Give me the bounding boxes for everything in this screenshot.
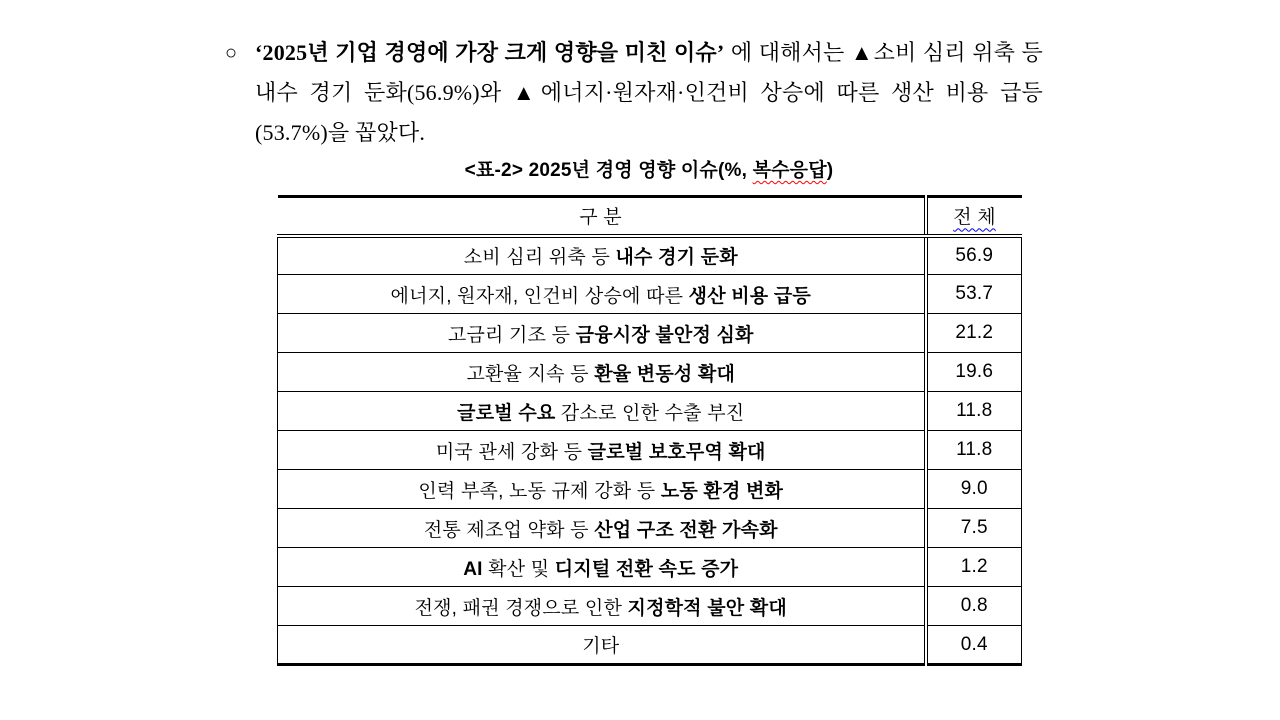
- issue-text-segment: 노동 환경 변화: [660, 480, 784, 502]
- value-cell: 1.2: [926, 548, 1022, 587]
- table-row: [278, 509, 1022, 548]
- table-row: [278, 236, 1022, 275]
- issue-text-segment: 기타: [582, 636, 620, 657]
- table-row: [278, 548, 1022, 587]
- table-row: [278, 275, 1022, 314]
- paragraph-text: [255, 33, 1043, 153]
- table-title-suffix: ): [826, 160, 834, 181]
- issue-text-segment: 산업 구조 전환 가속화: [594, 519, 778, 541]
- issue-cell: [278, 275, 926, 314]
- value-cell: 7.5: [926, 509, 1022, 548]
- issue-text-segment: 소비 심리 위축 등: [463, 247, 616, 269]
- issue-text-segment: 확산 및: [482, 558, 555, 580]
- issue-cell: [278, 470, 926, 509]
- issue-text-segment: 내수 경기 둔화: [615, 247, 738, 269]
- issue-text-segment: 인력 부족, 노동 규제 강화 등: [418, 480, 661, 502]
- bullet-circle-icon: ○: [225, 42, 238, 64]
- column-header-total: [926, 197, 1022, 236]
- issue-cell: [278, 314, 926, 353]
- table-title-spellcheck-word: 복수응답: [752, 160, 827, 181]
- issue-cell: [278, 626, 926, 665]
- value-cell: 11.8: [926, 392, 1022, 431]
- value-cell: 0.4: [926, 626, 1022, 665]
- value-cell: 53.7: [926, 275, 1022, 314]
- table-row: [278, 470, 1022, 509]
- summary-paragraph: [225, 33, 1043, 153]
- paragraph-segment: ‘2025년 기업 경영에 가장 크게 영향을 미친 이슈’: [255, 40, 725, 65]
- table-row: [278, 431, 1022, 470]
- table-row: [278, 587, 1022, 626]
- table-row: [278, 353, 1022, 392]
- table-row: [278, 314, 1022, 353]
- issue-cell: [278, 509, 926, 548]
- issue-cell: [278, 548, 926, 587]
- issues-table: [277, 195, 1022, 666]
- issue-cell: [278, 587, 926, 626]
- issue-text-segment: 에너지, 원자재, 인건비 상승에 따른: [390, 285, 689, 307]
- value-cell: 19.6: [926, 353, 1022, 392]
- issue-text-segment: 생산 비용 급등: [688, 285, 811, 307]
- table-row: [278, 626, 1022, 665]
- issue-cell: [278, 431, 926, 470]
- column-header-category-label: 구 분: [579, 207, 622, 229]
- value-cell: 21.2: [926, 314, 1022, 353]
- value-cell: 9.0: [926, 470, 1022, 509]
- table-row: [278, 392, 1022, 431]
- table-block: [277, 156, 1021, 666]
- table-header-row: [278, 197, 1022, 236]
- column-header-total-label: 전 체: [953, 207, 996, 229]
- issue-cell: [278, 353, 926, 392]
- value-cell: 11.8: [926, 431, 1022, 470]
- issue-text-segment: 글로벌 수요: [457, 402, 556, 424]
- value-cell: 0.8: [926, 587, 1022, 626]
- issue-text-segment: 환율 변동성 확대: [594, 363, 736, 385]
- value-cell: 56.9: [926, 236, 1022, 275]
- issue-cell: [278, 392, 926, 431]
- issue-text-segment: 감소로 인한 수출 부진: [555, 402, 745, 424]
- issue-text-segment: 디지털 전환 속도 증가: [554, 558, 739, 580]
- issue-text-segment: 지정학적 불안 확대: [627, 597, 787, 619]
- issue-text-segment: 금융시장 불안정 심화: [575, 324, 754, 346]
- issue-text-segment: 고환율 지속 등: [466, 363, 595, 385]
- issue-text-segment: 고금리 기조 등: [447, 324, 576, 346]
- issue-text-segment: AI: [463, 558, 483, 580]
- issue-text-segment: 글로벌 보호무역 확대: [587, 441, 766, 463]
- table-title: [277, 156, 1021, 186]
- issue-cell: [278, 236, 926, 275]
- table-title-prefix: <표-2> 2025년 경영 영향 이슈(%,: [464, 160, 753, 181]
- column-header-category: [278, 197, 926, 236]
- paragraph-segment: 에 대해서는 ▲소비 심리 위축 등 내수 경기 둔화(56.9%)와 ▲에너지·원자재·인건비 상승에 따른 생산 비용 급등(53.7%)을 꼽았다.: [255, 40, 1043, 145]
- issue-text-segment: 전쟁, 패권 경쟁으로 인한: [414, 597, 628, 619]
- issue-text-segment: 미국 관세 강화 등: [435, 441, 588, 463]
- issue-text-segment: 전통 제조업 약화 등: [423, 519, 595, 541]
